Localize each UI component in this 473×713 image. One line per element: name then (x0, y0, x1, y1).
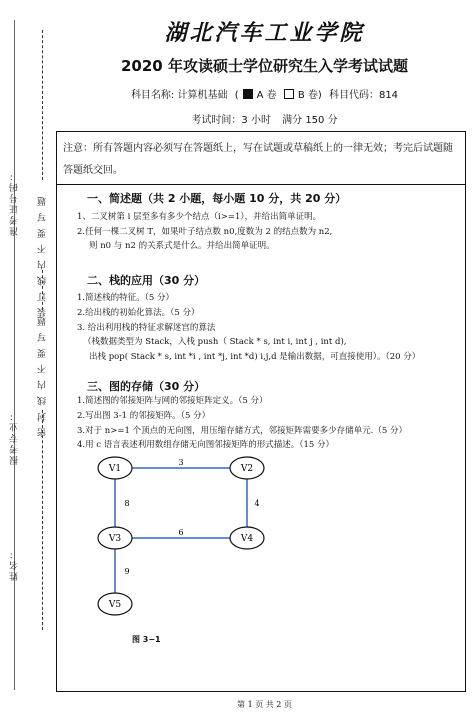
s3-q3: 3.对于 n>=1 个顶点的无向图，用压缩存储方式，邻接矩阵需要多少存储单元.（5 分） (77, 426, 407, 436)
section-3-title: 三、图的存储（30 分） (87, 380, 206, 393)
node-v5-label: V5 (108, 600, 122, 610)
dashed-line-bottom (42, 410, 43, 630)
section-2-title: 二、栈的应用（30 分） (87, 274, 206, 287)
paper-a-label: A 卷 (256, 90, 277, 101)
subject-row (56, 86, 473, 101)
edge-v2-v4-weight: 4 (254, 499, 260, 508)
question-box (56, 131, 466, 692)
s3-q4: 4.用 c 语言表述利用数组存储无向图邻接矩阵的形式描述。（15 分） (77, 440, 335, 450)
edge-v1-v3-weight: 8 (124, 499, 130, 508)
cut-line (14, 20, 15, 690)
dashed-line-top (42, 30, 43, 180)
university-name: 湖北汽车工业学院 (164, 20, 365, 46)
graph-3-1 (95, 452, 295, 610)
name-label: 姓名： (10, 548, 20, 581)
paper-a-checkbox (243, 89, 253, 99)
s3-q2: 2.写出图 3-1 的邻接矩阵。（5 分） (77, 411, 211, 421)
node-v2-label: V2 (240, 464, 254, 474)
exam-note: 注意：所有答题内容必须写在答题纸上，写在试题或草稿纸上的一律无效；考完后试题随答题纸交回。 (63, 143, 453, 176)
s1-q2a: 2.任何一棵二叉树 T，如果叶子结点数 n0,度数为 2 的结点数为 n2, (77, 227, 333, 237)
major-label: 报考专业： (10, 410, 20, 465)
s3-q1: 1.简述图的邻接矩阵与网的邻接矩阵定义。（5 分） (77, 396, 268, 406)
binding-margin (0, 0, 56, 713)
s1-q2b: 则 n0 与 n2 的关系式是什么。并给出简单证明。 (89, 241, 275, 251)
s2-q3b: 出栈 pop( Stack * s, int *i , int *j, int *d) i,j,d 是输出数据，可直接使用）。（20 分） (89, 352, 421, 362)
exam-number-label: 准考证号码： (10, 170, 20, 236)
paper-prefix: ( (234, 90, 239, 101)
s1-q1: 1、二叉树第 i 层至多有多少个结点（i>=1），并给出简单证明。 (77, 212, 322, 222)
time-row (56, 111, 473, 126)
edge-v1-v2-weight: 3 (178, 458, 184, 467)
node-v3-label: V3 (108, 534, 122, 544)
s2-q3a: （栈数据类型为 Stack，入栈 push（ Stack * s, int i, int j , int d), (83, 337, 347, 347)
subject-name: 科目名称: 计算机基础 (130, 90, 228, 101)
edge-v3-v4-weight: 6 (178, 528, 184, 537)
s2-q2: 2.给出栈的初始化算法。（5 分） (77, 308, 200, 318)
paper-b-checkbox (284, 89, 294, 99)
seal-notice: 密 封 线 内 不 要 写 题 (38, 315, 48, 438)
s2-q1: 1.简述栈的特征。（5 分） (77, 293, 174, 303)
note-divider (57, 184, 465, 185)
dashed-line-mid (42, 270, 43, 310)
paper-b-label: B 卷) (297, 90, 322, 101)
node-v1-label: V1 (108, 464, 122, 474)
edge-v3-v5-weight: 9 (124, 567, 130, 576)
page-footer: 第 1 页 共 2 页 (237, 700, 292, 709)
subject-code: 科目代码：814 (328, 90, 399, 101)
exam-time: 考试时间：3 小时 (191, 115, 271, 126)
full-score: 满分 150 分 (282, 115, 338, 126)
s2-q3: 3. 给出利用栈的特征求解迷宫的算法 (77, 323, 216, 333)
section-1-title: 一、简述题（共 2 小题，每小题 10 分，共 20 分） (87, 192, 347, 205)
node-v4-label: V4 (240, 534, 254, 544)
exam-header (56, 6, 473, 126)
exam-title: 2020 年攻读硕士学位研究生入学考试试题 (121, 57, 408, 75)
figure-caption: 图 3−1 (132, 635, 161, 644)
binding-notice: 装 订 线 内 不 要 写 题 (38, 195, 48, 318)
